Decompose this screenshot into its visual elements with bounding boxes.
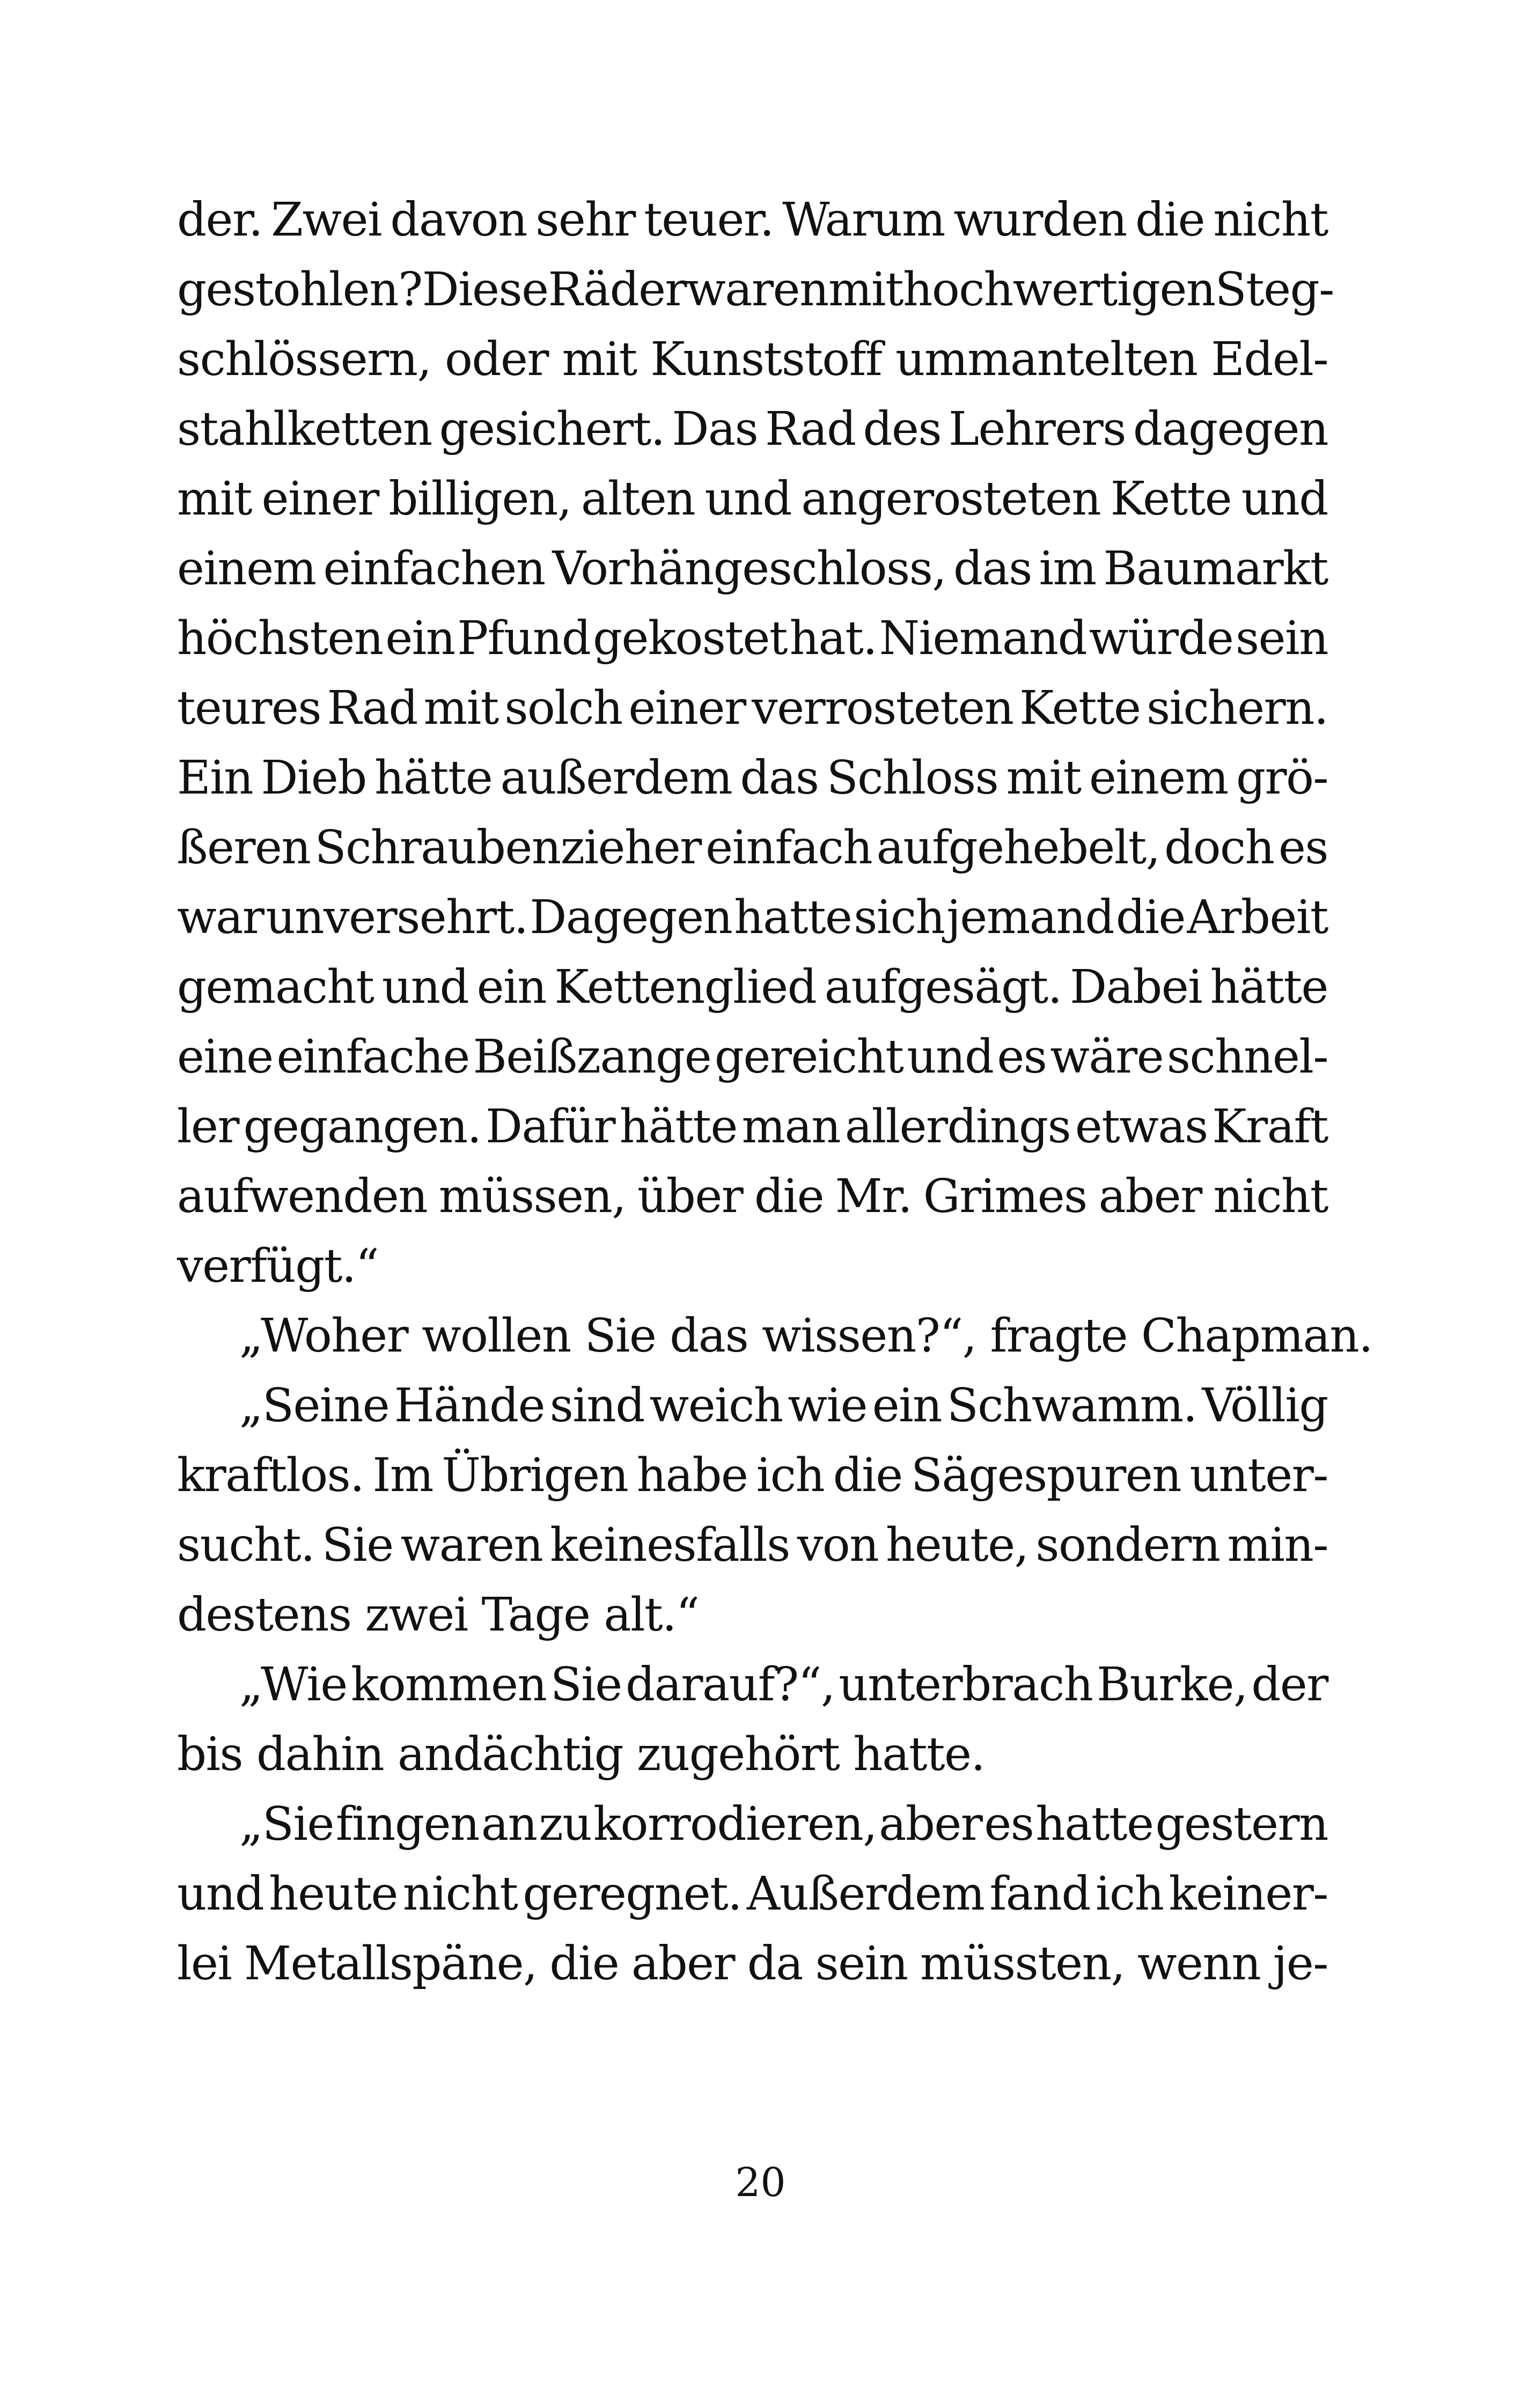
text-line <box>177 1441 1328 1510</box>
word: einer <box>628 681 746 735</box>
word: höchsten <box>177 612 383 665</box>
word: ein <box>385 612 455 665</box>
word: einfache <box>276 1030 469 1084</box>
word: aufgehebelt, <box>876 821 1160 875</box>
text-line <box>177 1022 1328 1092</box>
word: hatte <box>1035 1797 1153 1851</box>
text-line <box>177 1162 1328 1231</box>
text-line <box>177 255 1334 325</box>
word: gemacht <box>177 960 374 1014</box>
text-line <box>177 883 1328 952</box>
text-line <box>177 534 1328 604</box>
word: eine <box>177 1030 273 1084</box>
word: Das <box>672 402 758 456</box>
word: Schloss <box>826 751 998 805</box>
word: im <box>1039 542 1096 596</box>
body-text <box>177 185 1373 1999</box>
word: die <box>1135 193 1205 247</box>
text-line <box>177 185 1328 255</box>
word: Mr. <box>835 1170 912 1223</box>
word: Völlig <box>1202 1379 1328 1433</box>
word: ein <box>872 1379 942 1433</box>
word: und <box>704 472 791 526</box>
word: Burke, <box>1096 1658 1247 1712</box>
word: angerosteten <box>801 472 1101 526</box>
word: das <box>953 542 1032 596</box>
text-line <box>177 1859 1328 1929</box>
word: dahin <box>256 1728 398 1781</box>
word: waren <box>400 1518 543 1572</box>
word: Sie <box>584 1309 670 1363</box>
word: Pfund <box>457 612 591 665</box>
word: außerdem <box>500 751 732 805</box>
word: unterbrach <box>839 1658 1093 1712</box>
text-line <box>177 952 1328 1022</box>
word: waren <box>686 263 828 317</box>
word: hochwertigen <box>903 263 1215 317</box>
word: gesichert. <box>439 402 665 456</box>
word: ich <box>1095 1867 1164 1921</box>
word: es <box>1278 821 1328 875</box>
word: mit <box>562 333 637 386</box>
word: mit <box>1006 751 1081 805</box>
text-line <box>177 1789 1328 1859</box>
word: sein <box>1236 612 1328 665</box>
text-line <box>177 604 1328 673</box>
word: Sie <box>550 1658 622 1712</box>
word: destens <box>177 1588 365 1642</box>
text-line <box>177 325 1328 394</box>
word: unter- <box>1189 1449 1328 1502</box>
text-line <box>177 1929 1328 1999</box>
word: verfügt.“ <box>177 1239 379 1293</box>
word: Niemand <box>879 612 1087 665</box>
word: habe <box>636 1449 748 1502</box>
word: doch <box>1164 821 1274 875</box>
word: einfach <box>706 821 872 875</box>
word: ßeren <box>177 821 311 875</box>
word: Hände <box>394 1379 545 1433</box>
text-line <box>177 813 1328 883</box>
word: Warum <box>782 193 945 247</box>
word: Tage <box>481 1588 604 1642</box>
word: Zwei <box>271 193 382 247</box>
word: Grimes <box>923 1170 1087 1223</box>
word: das <box>740 751 819 805</box>
word: je- <box>1273 1937 1328 1991</box>
word: min- <box>1227 1518 1328 1572</box>
word: geregnet. <box>523 1867 742 1921</box>
word: grö- <box>1236 751 1328 805</box>
word: ich <box>756 1449 825 1502</box>
word: aber <box>1098 1170 1202 1223</box>
word: „Woher <box>239 1309 422 1363</box>
word: kommen <box>351 1658 547 1712</box>
word: würde <box>1089 612 1233 665</box>
text-line <box>177 1371 1328 1441</box>
word: „Sie <box>239 1797 334 1851</box>
word: Sägespuren <box>911 1449 1181 1502</box>
word: von <box>797 1518 879 1572</box>
word: davon <box>390 193 527 247</box>
word: sichern. <box>1147 681 1328 735</box>
word: wollen <box>422 1309 585 1363</box>
word: die <box>833 1449 902 1502</box>
word: Schwamm. <box>946 1379 1197 1433</box>
word: Kunststoff <box>650 333 882 386</box>
word: Schraubenzieher <box>314 821 701 875</box>
word: fingen <box>335 1797 479 1851</box>
word: mit <box>423 681 498 735</box>
text-line <box>177 1092 1328 1162</box>
word: zugehört <box>636 1728 854 1781</box>
word: Übrigen <box>442 1449 628 1502</box>
word: Rad <box>765 402 856 456</box>
word: Ein <box>177 751 253 805</box>
word: Rad <box>327 681 418 735</box>
word: aufgesägt. <box>824 960 1062 1014</box>
word: Kette <box>1110 472 1232 526</box>
word: sind <box>549 1379 644 1433</box>
word: teuer. <box>644 193 774 247</box>
word: Metallspäne, <box>244 1937 537 1991</box>
word: heute <box>269 1867 398 1921</box>
word: an <box>481 1797 537 1851</box>
word: gereicht <box>714 1030 903 1084</box>
word: sein <box>815 1937 908 1991</box>
word: über <box>637 1170 743 1223</box>
word: mit <box>828 263 903 317</box>
word: Edel- <box>1211 333 1328 386</box>
word: man <box>741 1100 841 1154</box>
word: sucht. <box>177 1518 314 1572</box>
word: schlössern, <box>177 333 431 386</box>
word: jemand <box>946 891 1114 944</box>
word: lei <box>177 1937 232 1991</box>
word: zwei <box>365 1588 482 1642</box>
word: und <box>381 960 469 1014</box>
text-line <box>177 394 1328 464</box>
word: nicht <box>402 1867 518 1921</box>
word: billigen, <box>388 472 571 526</box>
word: stahlketten <box>177 402 432 456</box>
word: einfachen <box>323 542 545 596</box>
page-number: 20 <box>735 2160 786 2206</box>
text-line <box>177 743 1328 813</box>
word: solch <box>504 681 622 735</box>
word: ler <box>177 1100 239 1154</box>
word: Diese <box>422 263 548 317</box>
word: „Seine <box>239 1379 390 1433</box>
word: Steg- <box>1215 263 1334 317</box>
word: da <box>747 1937 803 1991</box>
word: weich <box>649 1379 783 1433</box>
word: dagegen <box>1133 402 1328 456</box>
word: und <box>1241 472 1328 526</box>
word: hatte <box>734 891 852 944</box>
word: die <box>549 1937 619 1991</box>
word: „Wie <box>239 1658 347 1712</box>
word: keinesfalls <box>550 1518 790 1572</box>
word: Sie <box>321 1518 393 1572</box>
word: Chapman. <box>1141 1309 1373 1363</box>
word: Dagegen <box>530 891 732 944</box>
word: Dabei <box>1070 960 1202 1014</box>
word: gekostet <box>592 612 787 665</box>
word: teures <box>177 681 321 735</box>
word: hat. <box>789 612 877 665</box>
word: Im <box>372 1449 433 1502</box>
text-line <box>177 1650 1328 1720</box>
word: Arbeit <box>1187 891 1328 944</box>
word: und <box>177 1867 264 1921</box>
word: alt.“ <box>604 1588 699 1642</box>
word: verrosteten <box>752 681 1013 735</box>
word: Dieb <box>261 751 366 805</box>
word: gestohlen? <box>177 263 422 317</box>
word: wäre <box>1050 1030 1164 1084</box>
word: fand <box>989 1867 1090 1921</box>
word: mit <box>177 472 252 526</box>
word: hätte <box>619 1100 737 1154</box>
word: Baumarkt <box>1103 542 1328 596</box>
word: Kraft <box>1212 1100 1328 1154</box>
word: schnel- <box>1166 1030 1328 1084</box>
word: Lehrers <box>948 402 1126 456</box>
word: etwas <box>1075 1100 1208 1154</box>
word: und <box>907 1030 994 1084</box>
word: heute, <box>885 1518 1028 1572</box>
word: aber <box>879 1797 982 1851</box>
word: aufwenden <box>177 1170 428 1223</box>
word: sich <box>854 891 945 944</box>
word: es <box>997 1030 1047 1084</box>
word: Vorhängeschloss, <box>552 542 946 596</box>
word: allerdings <box>844 1100 1071 1154</box>
text-line <box>177 1301 1373 1371</box>
word: Kette <box>1019 681 1141 735</box>
word: bis <box>177 1728 257 1781</box>
word: war <box>177 891 264 944</box>
word: wenn <box>1137 1937 1261 1991</box>
word: sehr <box>535 193 635 247</box>
word: andächtig <box>397 1728 637 1781</box>
word: des <box>863 402 942 456</box>
word: die <box>754 1170 824 1223</box>
word: gegangen. <box>243 1100 481 1154</box>
word: das <box>670 1309 762 1363</box>
word: Außerdem <box>747 1867 984 1921</box>
word: Beißzange <box>473 1030 711 1084</box>
word: wie <box>788 1379 867 1433</box>
word: kraftlos. <box>177 1449 364 1502</box>
text-line <box>177 673 1328 743</box>
word: keiner- <box>1169 1867 1328 1921</box>
word: hätte <box>374 751 493 805</box>
text-line <box>177 1231 1328 1301</box>
word: einem <box>177 542 316 596</box>
word: nicht <box>1213 1170 1328 1223</box>
word: einem <box>1089 751 1228 805</box>
word: zu <box>539 1797 592 1851</box>
word: die <box>1115 891 1185 944</box>
text-line <box>177 1580 1328 1650</box>
word: wissen?“, <box>762 1309 990 1363</box>
word: Dafür <box>486 1100 615 1154</box>
word: Kettenglied <box>554 960 817 1014</box>
word: unversehrt. <box>266 891 528 944</box>
word: einer <box>261 472 379 526</box>
word: Räder <box>548 263 687 317</box>
word: nicht <box>1213 193 1328 247</box>
word: müssen, <box>438 1170 626 1223</box>
word: fragte <box>990 1309 1142 1363</box>
word: wurden <box>953 193 1127 247</box>
word: der. <box>177 193 262 247</box>
word: hatte. <box>853 1728 985 1781</box>
word: oder <box>445 333 548 386</box>
word: darauf?“, <box>626 1658 835 1712</box>
word: hätte <box>1210 960 1328 1014</box>
text-line <box>177 1720 1328 1789</box>
word: ein <box>476 960 547 1014</box>
text-line <box>177 1510 1328 1580</box>
word: alten <box>581 472 695 526</box>
text-line <box>177 464 1328 534</box>
word: sondern <box>1035 1518 1220 1572</box>
word: der <box>1251 1658 1328 1712</box>
word: gestern <box>1155 1797 1328 1851</box>
word: ummantelten <box>895 333 1197 386</box>
word: es <box>984 1797 1034 1851</box>
word: aber <box>631 1937 735 1991</box>
word: müssten, <box>920 1937 1125 1991</box>
word: korrodieren, <box>593 1797 877 1851</box>
